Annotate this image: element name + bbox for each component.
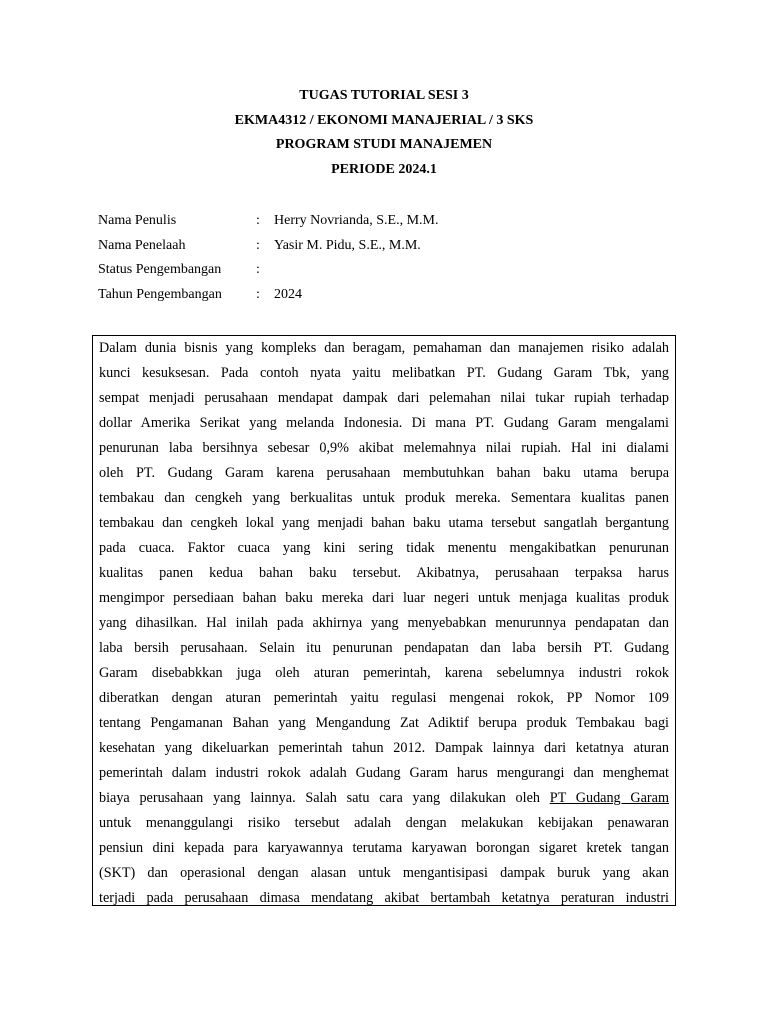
meta-colon: : — [256, 262, 260, 277]
case-text-line: tembakau dan cengkeh yang berkualitas untuk produk mereka. Sementara kualitas panen — [99, 490, 669, 506]
case-text-line: tentang Pengamanan Bahan yang Mengandung Zat Adiktif berupa produk Tembakau bagi — [99, 715, 669, 731]
case-text-line: sempat menjadi perusahaan mendapat dampak dari pelemahan nilai tukar rupiah terhadap — [99, 390, 669, 406]
meta-row-reviewer — [98, 234, 438, 259]
case-text-line: kualitas panen kedua bahan baku tersebut. Akibatnya, perusahaan terpaksa harus — [99, 565, 669, 581]
study-program: PROGRAM STUDI MANAJEMEN — [275, 137, 493, 152]
case-study-box — [92, 335, 676, 906]
document-metadata — [98, 209, 438, 307]
period: PERIODE 2024.1 — [331, 161, 437, 177]
meta-colon: : — [256, 237, 260, 253]
case-text-line: pensiun dini kepada para karyawannya terutama karyawan borongan sigaret kretek tangan — [99, 840, 669, 856]
meta-row-year — [98, 283, 438, 308]
meta-colon: : — [256, 213, 260, 228]
meta-label: Tahun Pengembangan — [98, 286, 222, 302]
meta-value: Herry Novrianda, S.E., M.M. — [274, 213, 439, 228]
case-text-line: Garam disebabkkan juga oleh aturan pemerintah, karena sebelumnya industri rokok — [99, 665, 669, 681]
case-text-line-with-link — [99, 786, 669, 814]
case-text-line: tembakau dan cengkeh lokal yang menjadi bahan baku utama tersebut sangatlah bergantung — [99, 515, 669, 531]
meta-row-status — [98, 258, 438, 283]
assignment-title: TUGAS TUTORIAL SESI 3 — [299, 88, 469, 103]
meta-value: 2024 — [274, 286, 302, 302]
meta-label: Status Pengembangan — [98, 262, 222, 277]
case-text-line: (SKT) dan operasional dengan alasan untuk mengantisipasi dampak buruk yang akan — [99, 865, 669, 881]
company-link[interactable]: PT Gudang Garam — [549, 790, 669, 806]
case-text-line: dollar Amerika Serikat yang melanda Indonesia. Di mana PT. Gudang Garam mengalami — [99, 415, 669, 431]
case-text-line: penurunan laba bersihnya sebesar 0,9% akibat melemahnya nilai rupiah. Hal ini dialami — [99, 440, 669, 456]
meta-row-author — [98, 209, 438, 234]
case-text-line: pada cuaca. Faktor cuaca yang kini sering tidak menentu mengakibatkan penurunan — [99, 540, 669, 556]
case-text-line: untuk menanggulangi risiko tersebut adalah dengan melakukan kebijakan penawaran — [99, 815, 669, 831]
meta-label: Nama Penulis — [98, 213, 177, 228]
meta-colon: : — [256, 286, 260, 302]
course-code-title: EKMA4312 / EKONOMI MANAJERIAL / 3 SKS — [234, 112, 534, 128]
case-text-line: pemerintah dalam industri rokok adalah Gudang Garam harus mengurangi dan menghemat — [99, 765, 669, 781]
case-text-line: kunci kesuksesan. Pada contoh nyata yaitu melibatkan PT. Gudang Garam Tbk, yang — [99, 365, 669, 381]
case-text-segment: biaya perusahaan yang lainnya. Salah satu cara yang dilakukan oleh — [99, 790, 550, 806]
meta-value: Yasir M. Pidu, S.E., M.M. — [274, 237, 421, 253]
case-text-line: laba bersih perusahaan. Selain itu penurunan pendapatan dan laba bersih PT. Gudang — [99, 640, 669, 656]
case-text-line: kesehatan yang dikeluarkan pemerintah tahun 2012. Dampak lainnya dari ketatnya aturan — [99, 740, 669, 756]
meta-label: Nama Penelaah — [98, 237, 186, 253]
case-text-line: yang dihasilkan. Hal inilah pada akhirnya yang menyebabkan menurunnya pendapatan dan — [99, 615, 669, 631]
case-text-line: oleh PT. Gudang Garam karena perusahaan membutuhkan bahan baku utama berupa — [99, 465, 669, 481]
case-text-line: terjadi pada perusahaan dimasa mendatang akibat bertambah ketatnya peraturan industri — [99, 890, 669, 906]
case-text-line: diberatkan dengan aturan pemerintah yaitu regulasi mengenai rokok, PP Nomor 109 — [99, 690, 669, 706]
document-header — [0, 84, 768, 182]
case-text-line: Dalam dunia bisnis yang kompleks dan beragam, pemahaman dan manajemen risiko adalah — [99, 340, 669, 356]
case-text-line: mengimpor persediaan bahan baku mereka dari luar negeri untuk menjaga kualitas produk — [99, 590, 669, 606]
